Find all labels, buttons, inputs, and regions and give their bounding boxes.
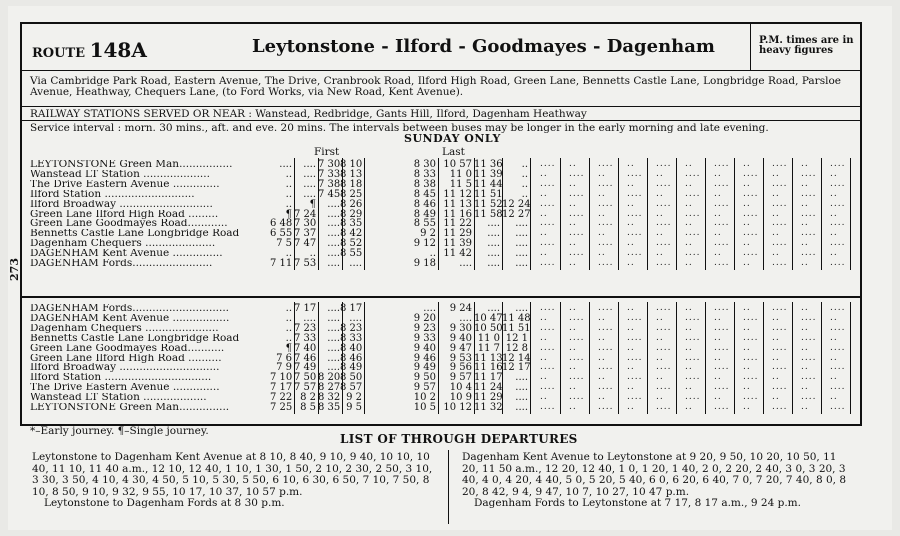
outbound-time-cell: .... <box>515 248 528 260</box>
outbound-time-column <box>294 160 316 269</box>
outbound-stop: Bennetts Castle Lane Longbridge Road <box>30 229 240 240</box>
inbound-time-cell: .... <box>327 312 340 324</box>
outbound-stop: Ilford Broadway ............................ <box>30 199 213 210</box>
inbound-time-cell: 7 33 <box>294 332 317 344</box>
outbound-stop: Wanstead LT Station .................... <box>30 169 210 180</box>
inbound-time-cell: 8 35 <box>318 402 341 414</box>
outbound-time-cell: 8 25 <box>340 188 363 200</box>
column-rule <box>364 302 365 414</box>
inbound-time-cell: .... <box>327 342 340 354</box>
column-rule <box>647 302 648 414</box>
column-rule <box>821 302 822 414</box>
outbound-time-cell: ¶ <box>285 208 292 220</box>
inbound-time-cell: 9 53 <box>449 352 472 364</box>
outbound-time-column <box>502 159 531 270</box>
outbound-time-cell: 11 52 <box>474 198 503 210</box>
inbound-time-cell: 8 17 <box>340 303 363 314</box>
route-header <box>22 24 860 71</box>
inbound-time-cell: 7 17 <box>294 303 317 314</box>
inbound-time-cell: .... <box>515 303 528 314</box>
inbound-time-cell: 10 4 <box>449 382 472 394</box>
outbound-time-cell: 8 13 <box>340 168 363 180</box>
outbound-time-cell: 11 22 <box>443 218 472 230</box>
inbound-time-cell: 10 50 <box>474 322 503 334</box>
inbound-time-cell: 9 56 <box>449 362 472 374</box>
outbound-time-cell: .... <box>515 258 528 270</box>
empty-column-dots: .... .. .... .. .... .. .... .. .... .. .... <box>714 159 730 269</box>
outbound-time-cell: 8 38 <box>413 178 436 190</box>
column-rule <box>705 158 706 270</box>
outbound-time-cell: .... <box>515 218 528 230</box>
outbound-time-cell: 11 13 <box>443 198 472 210</box>
outbound-time-column <box>474 159 503 270</box>
inbound-time-cell: .... <box>349 312 362 324</box>
outbound-time-cell: .... <box>327 208 340 220</box>
outbound-time-cell: 8 46 <box>413 198 436 210</box>
empty-column-dots: .. .... .. .... .. .... .. .... .. .... .. <box>801 303 817 413</box>
route-title: Leytonstone - Ilford - Goodmayes - Dagenham <box>252 36 715 57</box>
outbound-time-cell: .... <box>303 168 316 180</box>
column-rule <box>676 302 677 414</box>
inbound-time-cell: .... <box>459 312 472 324</box>
first-label: First <box>314 146 340 158</box>
through-right <box>462 452 852 510</box>
column-rule <box>763 158 764 270</box>
through-left-fords: Leytonstone to Dagenham Fords at 8 30 p.m. <box>44 497 285 509</box>
empty-column-dots: .. .... .. .... .. .... .. .... .. .... .. <box>801 159 817 269</box>
outbound-stop: Ilford Station ........................... <box>30 189 195 200</box>
column-rule <box>618 302 619 414</box>
outbound-time-cell: 9 2 <box>420 228 436 240</box>
outbound-time-cell: 8 29 <box>340 208 363 220</box>
outbound-time-cell: .. <box>429 248 436 260</box>
inbound-time-cell: 11 48 <box>502 312 531 324</box>
inbound-time-cell: 8 40 <box>340 342 363 354</box>
outbound-time-cell: .. <box>521 178 528 190</box>
outbound-time-cell: .... <box>327 238 340 250</box>
inbound-time-cell: 12 8 <box>505 342 528 354</box>
empty-column-dots: .... .. .... .. .... .. .... .. .... .. .... <box>714 303 730 413</box>
outbound-time-cell: ¶ <box>309 198 316 210</box>
outbound-stop: Dagenham Chequers ..................... <box>30 239 216 250</box>
outbound-time-cell: 11 5 <box>449 178 472 190</box>
inbound-time-cell: 8 33 <box>340 332 363 344</box>
empty-column-dots: .. .... .. .... .. .... .. .... .. .... .. <box>569 303 585 413</box>
inbound-time-column <box>474 303 503 414</box>
outbound-time-cell: .. <box>521 188 528 200</box>
outbound-time-cell: 7 30 <box>318 159 341 170</box>
outbound-time-cell: .... <box>487 258 500 270</box>
outbound-time-cell: .. <box>285 188 292 200</box>
outbound-time-cell: 8 33 <box>413 168 436 180</box>
outbound-time-cell: .... <box>279 159 292 170</box>
outbound-time-cell: 7 53 <box>294 258 317 270</box>
outbound-time-cell: 7 33 <box>318 168 341 180</box>
outbound-time-cell: .... <box>487 238 500 250</box>
via-text: Via Cambridge Park Road, Eastern Avenue, The Drive, Cranbrook Road, Ilford High Road, Green Lane, Bennetts Castle Lane, Longbridge Road, Parsloe Avenue, Heathway, Chequers Lane, (to Ford Works, via New Road, Kent Avenue). <box>30 75 841 98</box>
inbound-time-cell: .... <box>327 322 340 334</box>
outbound-time-cell: .... <box>303 159 316 170</box>
empty-column-dots: .. .... .. .... .. .... .. .... .. .... .. <box>743 303 759 413</box>
inbound-time-cell: 10 2 <box>413 392 436 404</box>
inbound-time-cell: 12 1 <box>505 332 528 344</box>
inbound-time-cell: 7 50 <box>294 372 317 384</box>
outbound-time-column <box>318 160 340 269</box>
inbound-time-cell: 9 46 <box>413 352 436 364</box>
empty-column-dots: .. .... .. .... .. .... .. .... .. .... .. <box>569 159 585 269</box>
outbound-time-cell: 8 49 <box>413 208 436 220</box>
inbound-time-column <box>412 304 436 413</box>
inbound-time-cell: 9 33 <box>413 332 436 344</box>
empty-column-dots: .. .... .. .... .. .... .. .... .. .... .. <box>685 303 701 413</box>
column-rule <box>530 158 531 270</box>
column-rule <box>589 158 590 270</box>
inbound-stop: Green Lane Goodmayes Road........... <box>30 343 225 354</box>
inbound-time-cell: 11 13 <box>474 352 503 364</box>
inbound-stop: Ilford Station ................................ <box>30 373 212 384</box>
inbound-time-cell: .. <box>285 322 292 334</box>
inbound-time-cell: 8 46 <box>340 352 363 364</box>
inbound-time-cell: 9 47 <box>449 342 472 354</box>
inbound-time-cell: 11 0 <box>477 332 500 344</box>
outbound-time-cell: .... <box>327 198 340 210</box>
inbound-time-cell: 8 20 <box>318 372 341 384</box>
inbound-time-cell: 8 5 <box>300 402 316 414</box>
route-label <box>32 38 147 62</box>
inbound-time-cell: 8 50 <box>340 372 363 384</box>
inbound-time-cell: .. <box>285 312 292 324</box>
outbound-time-cell: 11 36 <box>474 159 503 170</box>
legend: *–Early journey. ¶–Single journey. <box>22 424 860 437</box>
outbound-stop: DAGENHAM Kent Avenue ............... <box>30 249 223 260</box>
inbound-time-cell: 7 25 <box>270 402 293 414</box>
inbound-time-cell: .... <box>487 303 500 314</box>
column-rule <box>530 302 531 414</box>
inbound-time-cell: .... <box>303 312 316 324</box>
outbound-time-cell: 7 24 <box>294 208 317 220</box>
inbound-stop: The Drive Eastern Avenue .............. <box>30 383 220 394</box>
outbound-time-cell: .... <box>303 188 316 200</box>
inbound-time-cell: 9 20 <box>413 312 436 324</box>
outbound-time-cell: .... <box>487 218 500 230</box>
inbound-time-cell: 7 10 <box>270 372 293 384</box>
outbound-time-cell: 11 44 <box>474 178 503 190</box>
route-word: ROUTE <box>32 46 86 61</box>
outbound-time-cell: 6 48 <box>270 218 293 230</box>
sunday-only-label: SUNDAY ONLY <box>404 132 501 145</box>
outbound-time-cell: 8 26 <box>340 198 363 210</box>
outbound-time-cell: 11 58 <box>474 208 503 220</box>
outbound-time-cell: .. <box>521 168 528 180</box>
inbound-time-cell: 8 2 <box>300 392 316 404</box>
inbound-time-cell: 7 6 <box>276 352 292 364</box>
empty-column-dots: .... .. .... .. .... .. .... .. .... .. .... <box>830 159 846 269</box>
inbound-stop: DAGENHAM Fords............................. <box>30 304 230 314</box>
inbound-time-cell: 9 57 <box>413 382 436 394</box>
column-rule <box>560 302 561 414</box>
outbound-time-cell: .... <box>515 238 528 250</box>
inbound-time-cell: 11 24 <box>474 382 503 394</box>
through-right-text: Dagenham Kent Avenue to Leytonstone at 9 20, 9 50, 10 20, 10 50, 11 20, 11 50 a.m., 12 20, 12 40, 1 0, 1 20, 1 40, 2 0, 2 20, 2 40, 3 0, 3 20, 3 40, 4 0, 4 20, 4 40, 5 0, 5 20, 5 40, 6 0, 6 20, 6 40, 7 0, 7 20, 7 40, 8 0, 8 20, 8 42, 9 4, 9 47, 10 7, 10 27, 10 47 p.m. <box>462 451 847 498</box>
empty-column-dots: .. .... .. .... .. .... .. .... .. .... .. <box>627 303 643 413</box>
inbound-time-cell: 11 16 <box>474 362 503 374</box>
inbound-time-cell: .... <box>515 392 528 404</box>
inbound-time-cell: .... <box>327 362 340 374</box>
outbound-time-column <box>412 160 436 269</box>
outbound-stop: The Drive Eastern Avenue .............. <box>30 179 220 190</box>
inbound-time-cell: 11 51 <box>502 322 531 334</box>
inbound-time-cell: 12 17 <box>502 362 531 374</box>
empty-column-dots: .... .. .... .. .... .. .... .. .... .. .... <box>598 159 614 269</box>
inbound-time-cell: .... <box>515 402 528 414</box>
inbound-time-cell: .... <box>327 332 340 344</box>
inbound-time-cell: 9 24 <box>449 303 472 314</box>
inbound-time-cell: 9 57 <box>449 372 472 384</box>
inbound-time-column <box>294 304 316 413</box>
pm-note: P.M. times are in heavy figures <box>750 24 860 70</box>
outbound-time-cell: 7 11 <box>270 258 293 270</box>
empty-column-dots: .... .. .... .. .... .. .... .. .... .. .... <box>540 303 556 413</box>
outbound-stop: Green Lane Goodmayes Road............ <box>30 219 228 230</box>
through-left-text: Leytonstone to Dagenham Kent Avenue at 8 10, 8 40, 9 10, 9 40, 10 10, 10 40, 11 10, 11 40 a.m., 12 10, 12 40, 1 10, 1 30, 1 50, 2 10, 2 30, 2 50, 3 10, 3 30, 3 50, 4 10, 4 30, 4 50, 5 10, 5 30, 5 50, 6 10, 6 30, 6 50, 7 10, 7 50, 8 10, 8 50, 9 10, 9 32, 9 55, 10 17, 10 37, 10 57 p.m. <box>32 451 433 498</box>
outbound-time-cell: 10 57 <box>443 159 472 170</box>
through-divider <box>448 450 449 524</box>
inbound-time-cell: .... <box>515 372 528 384</box>
inbound-time-cell: 10 12 <box>443 402 472 414</box>
inbound-time-cell: 7 40 <box>294 342 317 354</box>
railway-stations: RAILWAY STATIONS SERVED OR NEAR : Wanstead, Redbridge, Gants Hill, Ilford, Dagenham Heathway <box>22 106 860 121</box>
inbound-time-cell: 12 14 <box>502 352 531 364</box>
outbound-time-cell: .. <box>309 248 316 260</box>
timetable-box <box>20 22 862 437</box>
inbound-time-cell: 11 32 <box>474 402 503 414</box>
inbound-time-column <box>270 304 292 413</box>
inbound-stop: Ilford Broadway .............................. <box>30 363 220 374</box>
outbound-time-cell: 8 10 <box>340 159 363 170</box>
outbound-stop: LEYTONSTONE Green Man................ <box>30 160 233 170</box>
inbound-time-column <box>502 303 531 414</box>
outbound-time-cell: 7 45 <box>318 188 341 200</box>
outbound-time-cell: .... <box>487 228 500 240</box>
outbound-time-column <box>340 160 362 269</box>
column-rule <box>560 158 561 270</box>
column-rule <box>763 302 764 414</box>
inbound-time-cell: 7 49 <box>294 362 317 374</box>
column-rule <box>364 158 365 270</box>
outbound-time-cell: .... <box>303 178 316 190</box>
outbound-time-cell: 6 55 <box>270 228 293 240</box>
outbound-time-cell: 11 39 <box>443 238 472 250</box>
empty-column-dots: .. .... .. .... .. .... .. .... .. .... .. <box>685 159 701 269</box>
empty-column-dots: .... .. .... .. .... .. .... .. .... .. .... <box>598 303 614 413</box>
inbound-time-cell: 11 17 <box>474 372 503 384</box>
outbound-time-cell: .... <box>349 258 362 270</box>
service-interval: Service interval : morn. 30 mins., aft. and eve. 20 mins. The intervals between buses may be longer in the early morning and late evening. <box>22 120 860 135</box>
column-rule <box>589 302 590 414</box>
inbound-time-cell: 9 40 <box>413 342 436 354</box>
outbound-time-column <box>270 160 292 269</box>
inbound-stops <box>30 304 280 413</box>
outbound-time-cell: 12 27 <box>502 208 531 220</box>
inbound-time-cell: 11 7 <box>477 342 500 354</box>
column-rule <box>821 158 822 270</box>
outbound-time-cell: 8 42 <box>340 228 363 240</box>
inbound-time-column <box>438 304 472 413</box>
outbound-time-cell: 8 30 <box>413 159 436 170</box>
inbound-time-cell: 11 29 <box>474 392 503 404</box>
inbound-time-cell: .... <box>515 382 528 394</box>
outbound-time-cell: 7 30 <box>294 218 317 230</box>
empty-column-dots: .... .. .... .. .... .. .... .. .... .. .... <box>772 159 788 269</box>
outbound-time-cell: 12 24 <box>502 198 531 210</box>
inbound-time-cell: 9 50 <box>413 372 436 384</box>
last-label: Last <box>442 146 465 158</box>
through-departures-title: LIST OF THROUGH DEPARTURES <box>340 432 578 446</box>
inbound-time-cell: .... <box>327 352 340 364</box>
inbound-time-cell: 8 27 <box>318 382 341 394</box>
inbound-stop: Green Lane Ilford High Road .......... <box>30 353 222 364</box>
outbound-stops <box>30 160 280 269</box>
inbound-time-cell: 7 22 <box>270 392 293 404</box>
outbound-time-cell: 7 5 <box>276 238 292 250</box>
outbound-time-cell: .... <box>327 218 340 230</box>
inbound-time-cell: 8 57 <box>340 382 363 394</box>
empty-column-dots: .. .... .. .... .. .... .. .... .. .... .. <box>627 159 643 269</box>
outbound-time-cell: 7 47 <box>294 238 317 250</box>
inbound-time-cell: 7 17 <box>270 382 293 394</box>
column-rule <box>676 158 677 270</box>
inbound-time-column <box>318 304 340 413</box>
outbound-time-cell: 9 18 <box>413 258 436 270</box>
outbound-time-cell: .. <box>285 178 292 190</box>
inbound-time-cell: 7 46 <box>294 352 317 364</box>
outbound-time-cell: .. <box>285 168 292 180</box>
outbound-time-cell: 8 45 <box>413 188 436 200</box>
inbound-time-cell: .. <box>285 332 292 344</box>
column-rule <box>734 158 735 270</box>
column-rule <box>647 158 648 270</box>
outbound-time-cell: 8 35 <box>340 218 363 230</box>
page-number: 273 <box>8 258 21 281</box>
inbound-stop: Wanstead LT Station ................... <box>30 393 207 404</box>
outbound-time-cell: .. <box>285 248 292 260</box>
outbound-stop: Green Lane Ilford High Road ......... <box>30 209 219 220</box>
column-rule <box>618 158 619 270</box>
route-number: 148A <box>89 38 147 62</box>
outbound-time-cell: 11 39 <box>474 168 503 180</box>
outbound-time-cell: .. <box>521 159 528 170</box>
empty-column-dots: .... .. .... .. .... .. .... .. .... .. .... <box>830 303 846 413</box>
inbound-time-cell: 9 23 <box>413 322 436 334</box>
outbound-time-cell: 8 52 <box>340 238 363 250</box>
inbound-time-cell: 7 57 <box>294 382 317 394</box>
inbound-time-cell: 8 32 <box>318 392 341 404</box>
outbound-time-cell: 11 0 <box>449 168 472 180</box>
outbound-time-cell: .... <box>327 228 340 240</box>
empty-column-dots: .... .. .... .. .... .. .... .. .... .. .... <box>540 159 556 269</box>
outbound-time-cell: .... <box>327 258 340 270</box>
outbound-time-cell: 11 16 <box>443 208 472 220</box>
outbound-time-cell: 9 12 <box>413 238 436 250</box>
outbound-time-cell: .... <box>327 248 340 260</box>
empty-column-dots: .. .... .. .... .. .... .. .... .. .... .. <box>743 159 759 269</box>
column-rule <box>792 302 793 414</box>
outbound-time-cell: .... <box>459 258 472 270</box>
inbound-time-cell: 9 5 <box>346 402 362 414</box>
inbound-time-cell: 9 49 <box>413 362 436 374</box>
outbound-time-cell: 8 18 <box>340 178 363 190</box>
empty-column-dots: .... .. .... .. .... .. .... .. .... .. .... <box>656 303 672 413</box>
column-rule <box>850 158 851 270</box>
inbound-time-cell: 10 5 <box>413 402 436 414</box>
through-left <box>32 452 442 510</box>
inbound-time-cell: 9 30 <box>449 322 472 334</box>
inbound-time-cell: 7 23 <box>294 322 317 334</box>
outbound-time-cell: 8 55 <box>413 218 436 230</box>
outbound-time-cell: 11 51 <box>474 188 503 200</box>
outbound-time-cell: 11 42 <box>443 248 472 260</box>
inbound-time-column <box>340 304 362 413</box>
outbound-time-cell: 8 55 <box>340 248 363 260</box>
inbound-time-cell: 9 40 <box>449 332 472 344</box>
inbound-time-cell: 10 9 <box>449 392 472 404</box>
outbound-time-column <box>438 160 472 269</box>
outbound-time-cell: .... <box>487 248 500 260</box>
outbound-time-cell: .... <box>515 228 528 240</box>
inbound-time-cell: 9 2 <box>346 392 362 404</box>
column-rule <box>850 302 851 414</box>
section-divider <box>22 296 860 298</box>
column-rule <box>734 302 735 414</box>
inbound-time-cell: .... <box>423 303 436 314</box>
inbound-time-cell: 7 9 <box>276 362 292 374</box>
empty-column-dots: .... .. .... .. .... .. .... .. .... .. .... <box>656 159 672 269</box>
outbound-time-cell: 7 38 <box>318 178 341 190</box>
inbound-time-cell: 10 47 <box>474 312 503 324</box>
column-rule <box>705 302 706 414</box>
inbound-stop: Bennetts Castle Lane Longbridge Road <box>30 333 240 344</box>
inbound-stop: DAGENHAM Kent Avenue ................. <box>30 313 230 324</box>
column-rule <box>792 158 793 270</box>
outbound-time-cell: 11 29 <box>443 228 472 240</box>
inbound-stop: Dagenham Chequers ...................... <box>30 323 219 334</box>
outbound-time-cell: 11 12 <box>443 188 472 200</box>
inbound-time-cell: .. <box>285 303 292 314</box>
outbound-time-cell: 7 37 <box>294 228 317 240</box>
inbound-time-cell: ¶ <box>285 342 292 354</box>
through-right-fords: Dagenham Fords to Leytonstone at 7 17, 8 17 a.m., 9 24 p.m. <box>474 497 801 509</box>
outbound-time-cell: .. <box>285 198 292 210</box>
empty-column-dots: .... .. .... .. .... .. .... .. .... .. .... <box>772 303 788 413</box>
inbound-stop: LEYTONSTONE Green Man............... <box>30 403 230 413</box>
inbound-time-cell: .... <box>327 303 340 314</box>
outbound-stop: DAGENHAM Fords........................ <box>30 259 213 269</box>
inbound-time-cell: 8 23 <box>340 322 363 334</box>
inbound-time-cell: 8 49 <box>340 362 363 374</box>
